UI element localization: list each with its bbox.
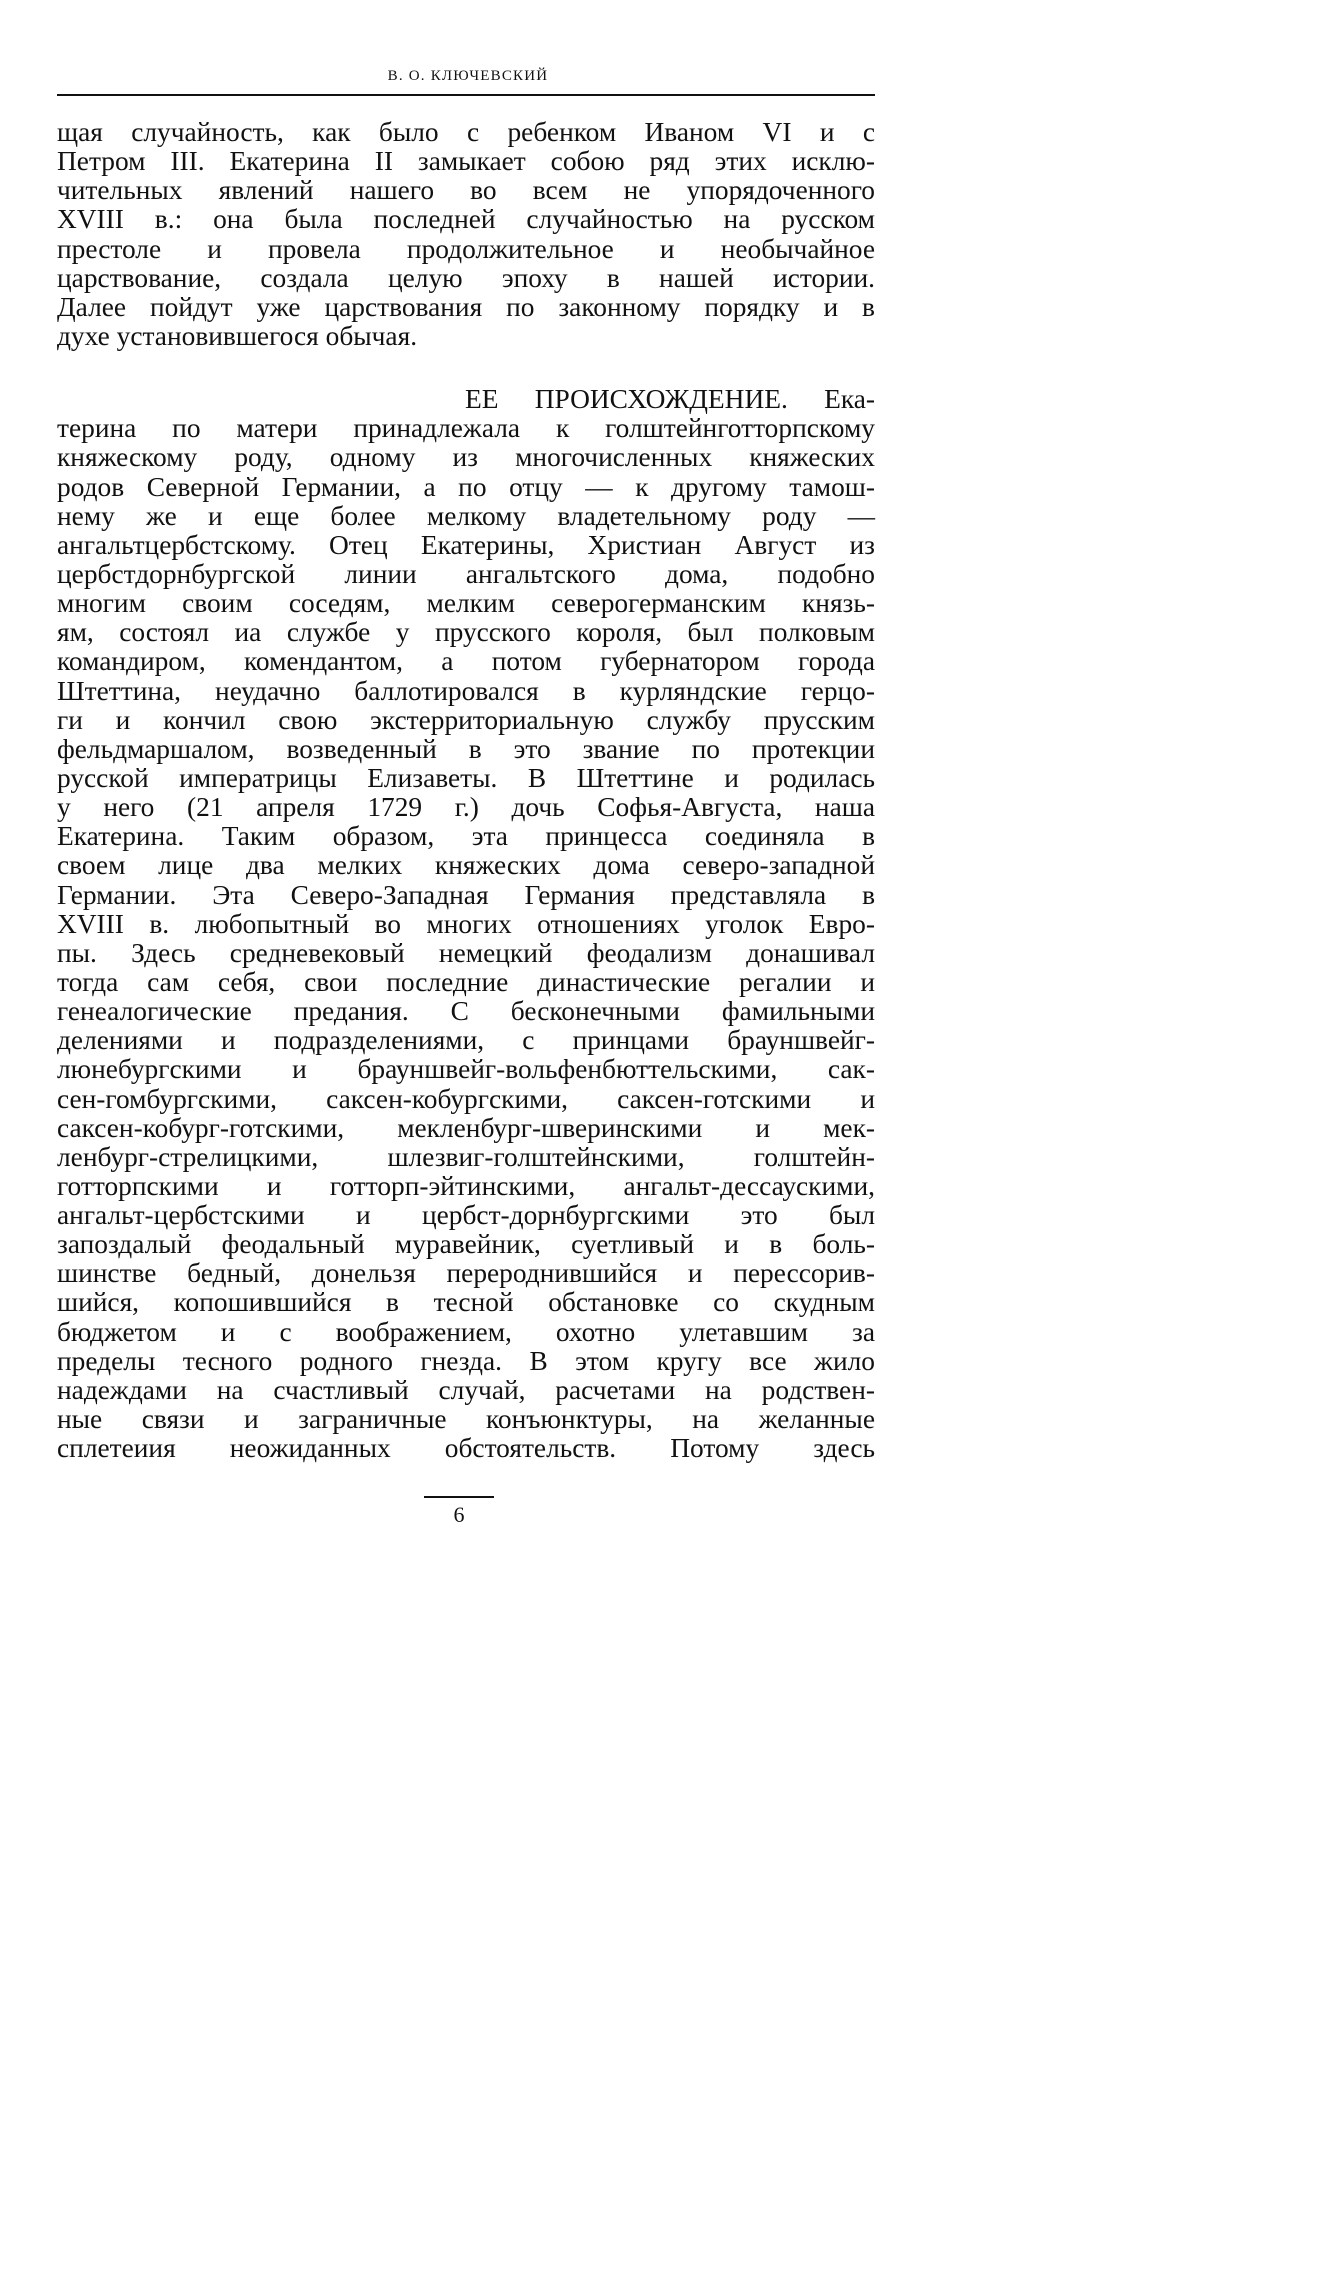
text-line: люнебургскими и брауншвейг-вольфенбюттельскими, сак- [57, 1054, 875, 1085]
text-line: духе установившегося обычая. [57, 320, 418, 351]
footer-rule [424, 1496, 494, 1498]
text-line: тогда сам себя, свои последние династические регалии и [57, 966, 875, 997]
text-line: XVIII в. любопытный во многих отношениях уголок Евро- [57, 908, 875, 939]
text-line: пределы тесного родного гнезда. В этом кругу все жило [57, 1345, 875, 1376]
header-rule [57, 94, 875, 96]
text-line: надеждами на счастливый случай, расчетами на родствен- [57, 1374, 875, 1405]
text-line: делениями и подразделениями, с принцами брауншвейг- [57, 1025, 875, 1056]
text-line: Петром III. Екатерина II замыкает собою ряд этих исклю- [57, 146, 875, 177]
text-line: шинстве бедный, донельзя перероднившийся и перессорив- [57, 1258, 875, 1289]
text-line: родов Северной Германии, а по отцу — к другому тамош- [57, 471, 875, 502]
text-line: многим своим соседям, мелким северогерманским князь- [57, 588, 875, 619]
text-line: ям, состоял иа службе у прусского короля, был полковым [57, 617, 875, 648]
text-line: ангальтцербстскому. Отец Екатерины, Христиан Август из [57, 529, 875, 560]
text-line: сплетеиия неожиданных обстоятельств. Потому здесь [57, 1433, 875, 1464]
text-line: генеалогические предания. С бесконечными фамильными [57, 996, 875, 1027]
paragraph-1 [57, 118, 875, 351]
text-line: у него (21 апреля 1729 г.) дочь Софья-Августа, наша [57, 792, 875, 823]
text-line: саксен-кобург-готскими, мекленбург-шверинскими и мек- [57, 1112, 875, 1143]
text-line: ги и кончил свою экстерриториальную службу прусским [57, 704, 875, 735]
text-line: пы. Здесь средневековый немецкий феодализм донашивал [57, 937, 875, 968]
text-line: запоздалый феодальный муравейник, суетливый и в боль- [57, 1229, 875, 1260]
text-line: русской императрицы Елизаветы. В Штеттине и родилась [57, 762, 875, 793]
text-line: щая случайность, как было с ребенком Иваном VI и с [57, 117, 875, 147]
text-line: Екатерина. Таким образом, эта принцесса соединяла в [57, 821, 875, 852]
text-line: ангальт-цербстскими и цербст-дорнбургскими это был [57, 1200, 875, 1231]
text-line: своем лице два мелких княжеских дома северо-западной [57, 850, 875, 881]
text-line: царствование, создала целую эпоху в нашей истории. [57, 262, 875, 293]
text-line: сен-гомбургскими, саксен-кобургскими, саксен-готскими и [57, 1083, 875, 1114]
text-line: XVIII в.: она была последней случайностью на русском [57, 204, 875, 235]
text-line: чительных явлений нашего во всем не упорядоченного [57, 175, 875, 206]
text-line: ленбург-стрелицкими, шлезвиг-голштейнскими, голштейн- [57, 1141, 875, 1172]
text-line: княжескому роду, одному из многочисленных княжеских [57, 442, 875, 473]
running-head: В. О. КЛЮЧЕВСКИЙ [387, 68, 549, 84]
text-line: цербстдорнбургской линии ангальтского дома, подобно [57, 558, 875, 589]
text-line: терина по матери принадлежала к голштейнготторпскому [57, 413, 875, 444]
text-line: Штеттина, неудачно баллотировался в курляндские герцо- [57, 675, 875, 706]
text-line: готторпскими и готторп-эйтинскими, ангальт-дессаускими, [57, 1170, 875, 1201]
text-line: фельдмаршалом, возведенный в это звание по протекции [57, 733, 875, 764]
text-line: командиром, комендантом, а потом губернатором города [57, 646, 875, 677]
text-line: престоле и провела продолжительное и необычайное [57, 233, 875, 264]
paragraph-gap [57, 351, 875, 385]
text-line: шийся, копошившийся в тесной обстановке со скудным [57, 1287, 875, 1318]
text-line: Далее пойдут уже царствования по законному порядку и в [57, 291, 875, 322]
page-number: 6 [453, 1502, 465, 1527]
text-line: бюджетом и с воображением, охотно улетавшим за [57, 1316, 875, 1347]
section-heading-line: ЕЕ ПРОИСХОЖДЕНИЕ. Ека- [465, 384, 875, 415]
book-page [0, 0, 921, 1571]
text-line: ные связи и заграничные конъюнктуры, на желанные [57, 1404, 875, 1435]
paragraph-2 [57, 385, 875, 1463]
text-line: нему же и еще более мелкому владетельному роду — [57, 500, 875, 531]
text-line: Германии. Эта Северо-Западная Германия представляла в [57, 879, 875, 910]
body-text [57, 118, 875, 1463]
